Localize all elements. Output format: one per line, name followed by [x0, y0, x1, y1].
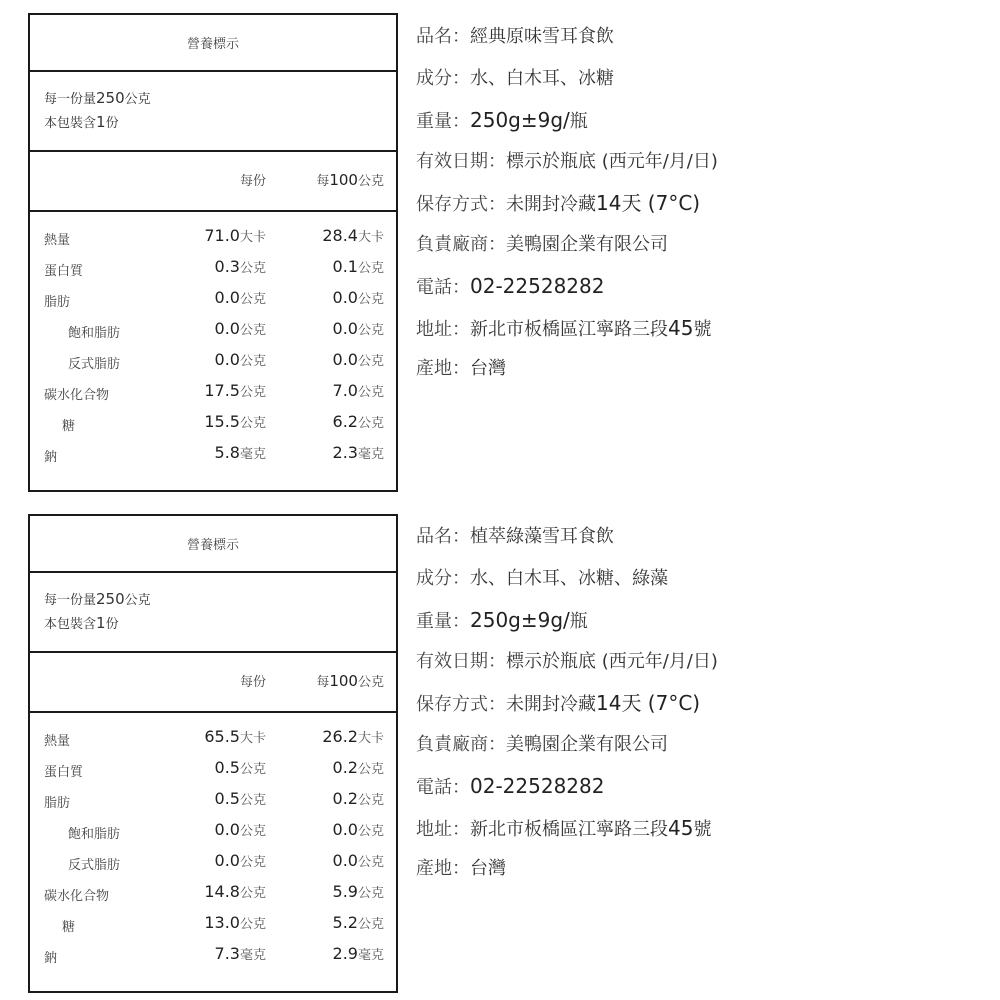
nutrition-facts-table	[28, 13, 398, 492]
nutrition-row	[30, 789, 396, 820]
per-100g-value: 5.9公克	[332, 882, 384, 901]
per-100g-value: 0.2公克	[332, 758, 384, 777]
nutrient-name: 飽和脂肪	[68, 326, 121, 341]
per-100g-value: 0.0公克	[332, 350, 384, 369]
expiry-date: 有效日期：標示於瓶底 (西元年/月/日)	[416, 650, 718, 672]
nutrition-row	[30, 350, 396, 381]
column-header	[30, 653, 396, 713]
col-per-100g: 每100公克	[316, 171, 384, 189]
serving-size: 每一份量250公克	[44, 590, 151, 608]
nutrition-title: 營養標示	[30, 15, 396, 72]
nutrient-name: 鈉	[44, 450, 58, 465]
col-per-serving: 每份	[239, 675, 266, 690]
ingredients: 成分：水、白木耳、冰糖	[416, 67, 614, 89]
serving-info	[30, 72, 396, 152]
nutrient-name: 蛋白質	[44, 765, 84, 780]
address: 地址：新北市板橋區江寧路三段45號	[416, 815, 712, 840]
nutrition-row	[30, 319, 396, 350]
nutrition-row	[30, 851, 396, 882]
nutrient-name: 脂肪	[44, 796, 71, 811]
per-serving-value: 0.5公克	[214, 758, 266, 777]
storage-method: 保存方式：未開封冷藏14天 (7°C)	[416, 191, 701, 215]
nutrient-name: 反式脂肪	[68, 858, 121, 873]
per-serving-value: 0.3公克	[214, 257, 266, 276]
nutrient-name: 碳水化合物	[44, 889, 110, 904]
per-100g-value: 7.0公克	[332, 381, 384, 400]
address: 地址：新北市板橋區江寧路三段45號	[416, 315, 712, 340]
manufacturer: 負責廠商：美鴨園企業有限公司	[416, 233, 668, 255]
phone: 電話：02-22528282	[416, 274, 605, 298]
nutrient-name: 熱量	[44, 233, 71, 248]
col-per-serving: 每份	[239, 174, 266, 189]
per-serving-value: 0.5公克	[214, 789, 266, 808]
nutrient-name: 蛋白質	[44, 264, 84, 279]
nutrition-row	[30, 381, 396, 412]
per-100g-value: 0.1公克	[332, 257, 384, 276]
nutrition-title: 營養標示	[30, 516, 396, 573]
manufacturer: 負責廠商：美鴨園企業有限公司	[416, 733, 668, 755]
per-serving-value: 71.0大卡	[204, 226, 266, 245]
nutrition-row	[30, 882, 396, 913]
nutrient-name: 鈉	[44, 951, 58, 966]
storage-method: 保存方式：未開封冷藏14天 (7°C)	[416, 691, 701, 715]
per-100g-value: 6.2公克	[332, 412, 384, 431]
per-100g-value: 0.0公克	[332, 319, 384, 338]
nutrition-row	[30, 226, 396, 257]
nutrition-row	[30, 820, 396, 851]
per-100g-value: 0.2公克	[332, 789, 384, 808]
expiry-date: 有效日期：標示於瓶底 (西元年/月/日)	[416, 150, 718, 172]
serving-size: 每一份量250公克	[44, 89, 151, 107]
nutrition-rows	[30, 212, 396, 490]
product-info	[416, 522, 718, 896]
per-serving-value: 17.5公克	[204, 381, 266, 400]
nutrient-name: 飽和脂肪	[68, 827, 121, 842]
nutrient-name: 糖	[62, 920, 76, 935]
per-serving-value: 5.8毫克	[214, 443, 266, 462]
serving-info	[30, 573, 396, 653]
nutrition-row	[30, 412, 396, 443]
weight: 重量：250g±9g/瓶	[416, 608, 588, 632]
nutrition-row	[30, 913, 396, 944]
product-name: 品名：經典原味雪耳食飲	[416, 26, 614, 47]
phone: 電話：02-22528282	[416, 774, 605, 798]
per-100g-value: 2.9毫克	[332, 944, 384, 963]
nutrient-name: 脂肪	[44, 295, 71, 310]
origin: 產地：台灣	[416, 858, 506, 879]
nutrient-name: 熱量	[44, 734, 71, 749]
per-serving-value: 0.0公克	[214, 288, 266, 307]
per-serving-value: 0.0公克	[214, 851, 266, 870]
per-serving-value: 7.3毫克	[214, 944, 266, 963]
per-serving-value: 15.5公克	[204, 412, 266, 431]
col-per-100g: 每100公克	[316, 672, 384, 690]
per-serving-value: 14.8公克	[204, 882, 266, 901]
per-serving-value: 0.0公克	[214, 319, 266, 338]
per-100g-value: 2.3毫克	[332, 443, 384, 462]
per-100g-value: 0.0公克	[332, 851, 384, 870]
per-serving-value: 0.0公克	[214, 820, 266, 839]
nutrition-row	[30, 288, 396, 319]
per-100g-value: 0.0公克	[332, 288, 384, 307]
nutrient-name: 糖	[62, 419, 76, 434]
nutrition-row	[30, 758, 396, 789]
per-serving-value: 13.0公克	[204, 913, 266, 932]
per-100g-value: 28.4大卡	[322, 226, 384, 245]
ingredients: 成分：水、白木耳、冰糖、綠藻	[416, 567, 668, 589]
nutrient-name: 碳水化合物	[44, 388, 110, 403]
per-serving-value: 65.5大卡	[204, 727, 266, 746]
per-100g-value: 0.0公克	[332, 820, 384, 839]
nutrition-row	[30, 944, 396, 975]
column-header	[30, 152, 396, 212]
origin: 產地：台灣	[416, 358, 506, 379]
per-100g-value: 5.2公克	[332, 913, 384, 932]
per-serving-value: 0.0公克	[214, 350, 266, 369]
nutrition-row	[30, 443, 396, 474]
nutrition-row	[30, 727, 396, 758]
nutrition-rows	[30, 713, 396, 991]
per-100g-value: 26.2大卡	[322, 727, 384, 746]
weight: 重量：250g±9g/瓶	[416, 108, 588, 132]
nutrition-facts-table	[28, 514, 398, 993]
product-name: 品名：植萃綠藻雪耳食飲	[416, 526, 614, 547]
nutrition-row	[30, 257, 396, 288]
servings-per-package: 本包裝含1份	[44, 614, 119, 632]
product-info	[416, 22, 718, 396]
servings-per-package: 本包裝含1份	[44, 113, 119, 131]
nutrient-name: 反式脂肪	[68, 357, 121, 372]
